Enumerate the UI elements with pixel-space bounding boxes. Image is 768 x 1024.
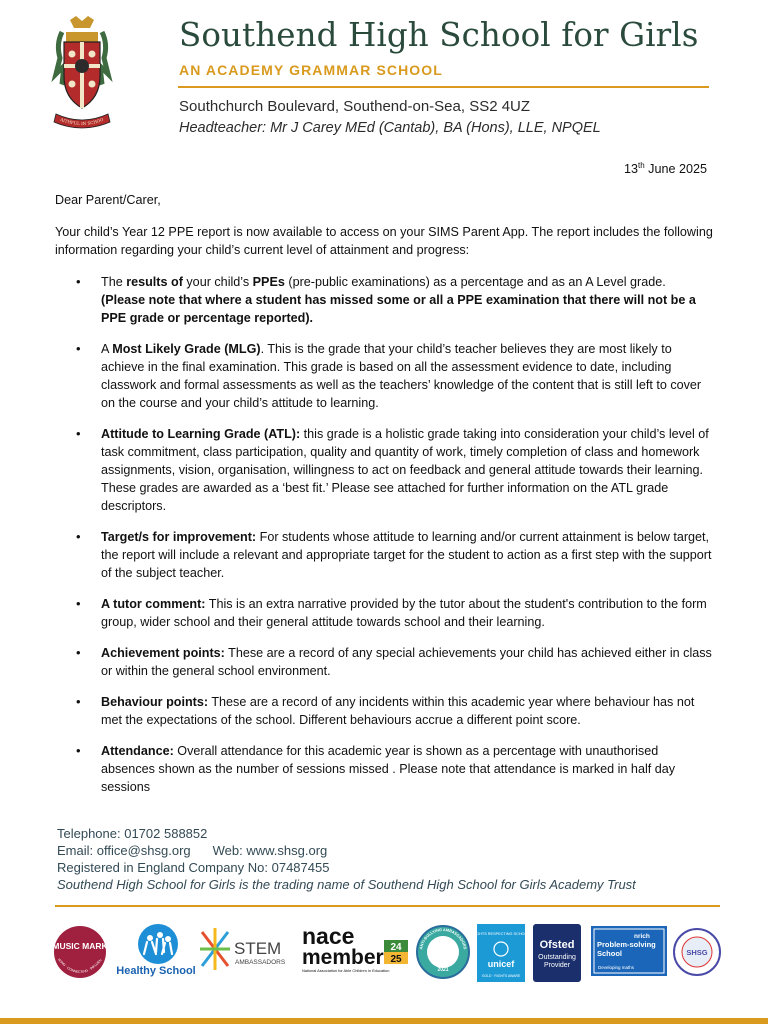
list-item-tutor-comment: • A tutor comment: This is an extra narrative provided by the tutor about the student's contribution to the form group, wider school and their general attitude towards school and their learning. [55,595,713,631]
nace-text: nace [302,923,355,949]
healthy-school-text: Healthy School [116,965,196,977]
footer-telephone: Telephone: 01702 588852 [57,826,208,841]
school-crest [50,14,114,136]
footer-email[interactable]: Email: office@shsg.org [57,843,191,858]
ofsted-text: Ofsted [539,939,575,951]
svg-text:25: 25 [390,954,402,965]
svg-text:24: 24 [390,942,402,953]
svg-text:GOLD · RIGHTS AWARE: GOLD · RIGHTS AWARE [481,974,521,978]
svg-text:ANTI-BULLYING AMBASSADORS: ANTI-BULLYING AMBASSADORS [419,927,467,950]
school-address: Southchurch Boulevard, Southend-on-Sea, SS2 4UZ [179,98,531,115]
headteacher-line: Headteacher: Mr J Carey MEd (Cantab), BA (Hons), LLE, NPQEL [179,120,601,136]
footer-divider [55,905,720,907]
healthy-school-logo [112,922,200,984]
svg-text:nrich: nrich [634,933,650,940]
ofsted-outstanding-logo: Ofsted Outstanding Provider [532,922,582,984]
svg-text:member: member [302,946,384,969]
stem-text: STEM [234,939,282,958]
footer-trading-name: Southend High School for Girls is the trading name of Southend High School for Girls Academy Trust [57,877,636,892]
footer-web[interactable]: Web: www.shsg.org [212,843,328,858]
svg-text:RIGHTS RESPECTING SCHOOL: RIGHTS RESPECTING SCHOOL [472,932,530,936]
letter-body [55,160,713,809]
list-item-achievement-points: • Achievement points: These are a record of any special achievements your child has achieved either in class or within the general school environment. [55,644,713,680]
stem-ambassadors-logo [198,922,294,984]
school-tagline: AN ACADEMY GRAMMAR SCHOOL [179,62,443,78]
footer-contact [57,825,636,893]
nace-member-logo [300,922,410,984]
svg-text:AMBASSADORS: AMBASSADORS [235,959,286,966]
svg-text:INSPIRING · CONNECTING · INFLU: IRING · CONNECTING · INFLUEN [56,957,103,975]
report-contents-list [55,273,713,796]
music-mark-text: MUSIC MARK [52,941,108,951]
problem-solving-school-logo [590,922,668,984]
accreditation-logos [52,922,724,984]
unicef-text: unicef [487,959,515,969]
anti-bullying-ambassadors-logo [414,922,472,984]
rights-respecting-school-logo [472,922,530,984]
list-item-most-likely-grade: • A Most Likely Grade (MLG). This is the grade that your child’s teacher believes they are most likely to achieve in the final examination. This grade is based on all the assessment evidence to date, including classwork and formal assessments as well as the teachers’ knowledge of the content that is still left to cover on the course and your child’s attitude to learning. [55,340,713,412]
svg-text:Developing maths: Developing maths [598,965,635,970]
list-item-attendance: • Attendance: Overall attendance for this academic year is shown as a percentage with unauthorised absences shown as the number of sessions missed . Please note that attendance is marked in half day sessions [55,742,713,796]
svg-text:National Association for Able: National Association for Able Children in Education [302,968,390,973]
svg-text:SHSG: SHSG [686,948,708,957]
school-name: Southend High School for Girls [179,16,699,54]
svg-text:2021: 2021 [437,967,449,973]
crest-motto: AITHFUL IN SCHOO [59,116,105,127]
letter-date: 13th June 2025 [623,160,707,176]
page-bottom-bar [0,1018,768,1024]
intro-paragraph: Your child’s Year 12 PPE report is now available to access on your SIMS Parent App. The report includes the following information regarding your child’s current level of attainment and progress: [55,225,713,257]
list-item-targets: • Target/s for improvement: For students whose attitude to learning and/or current attainment is below target, the report will include a relevant and appropriate target for the student to action as a first step with the support of the subject teacher. [55,528,713,582]
problem-solving-text: Problem-solving School [597,940,656,958]
music-mark-logo [52,922,108,984]
list-item-attitude-to-learning: • Attitude to Learning Grade (ATL): this grade is a holistic grade taking into consideration your child’s level of task commitment, class participation, quality and quantity of work, timely completion of class and homework assignments, vision, organisation, willingness to act on feedback and general attitude towards their learning. These grades are awarded as a ‘best fit.’ Please see attached for further information on the ATL grade descriptors. [55,425,713,515]
list-item-ppe-results: • The results of your child’s PPEs (pre-public examinations) as a percentage and as an A Level grade. (Please note that where a student has missed some or all a PPE examination that there will not be a PPE grade or percentage reported). [55,273,713,327]
salutation: Dear Parent/Carer, [55,193,161,207]
footer-registration: Registered in England Company No: 07487455 [57,860,330,875]
header-divider [178,86,709,88]
partner-badge-logo [672,922,722,984]
list-item-behaviour-points: • Behaviour points: These are a record of any incidents within this academic year where behaviour has not met the expectations of the school. Different behaviours accrue a different point score. [55,693,713,729]
